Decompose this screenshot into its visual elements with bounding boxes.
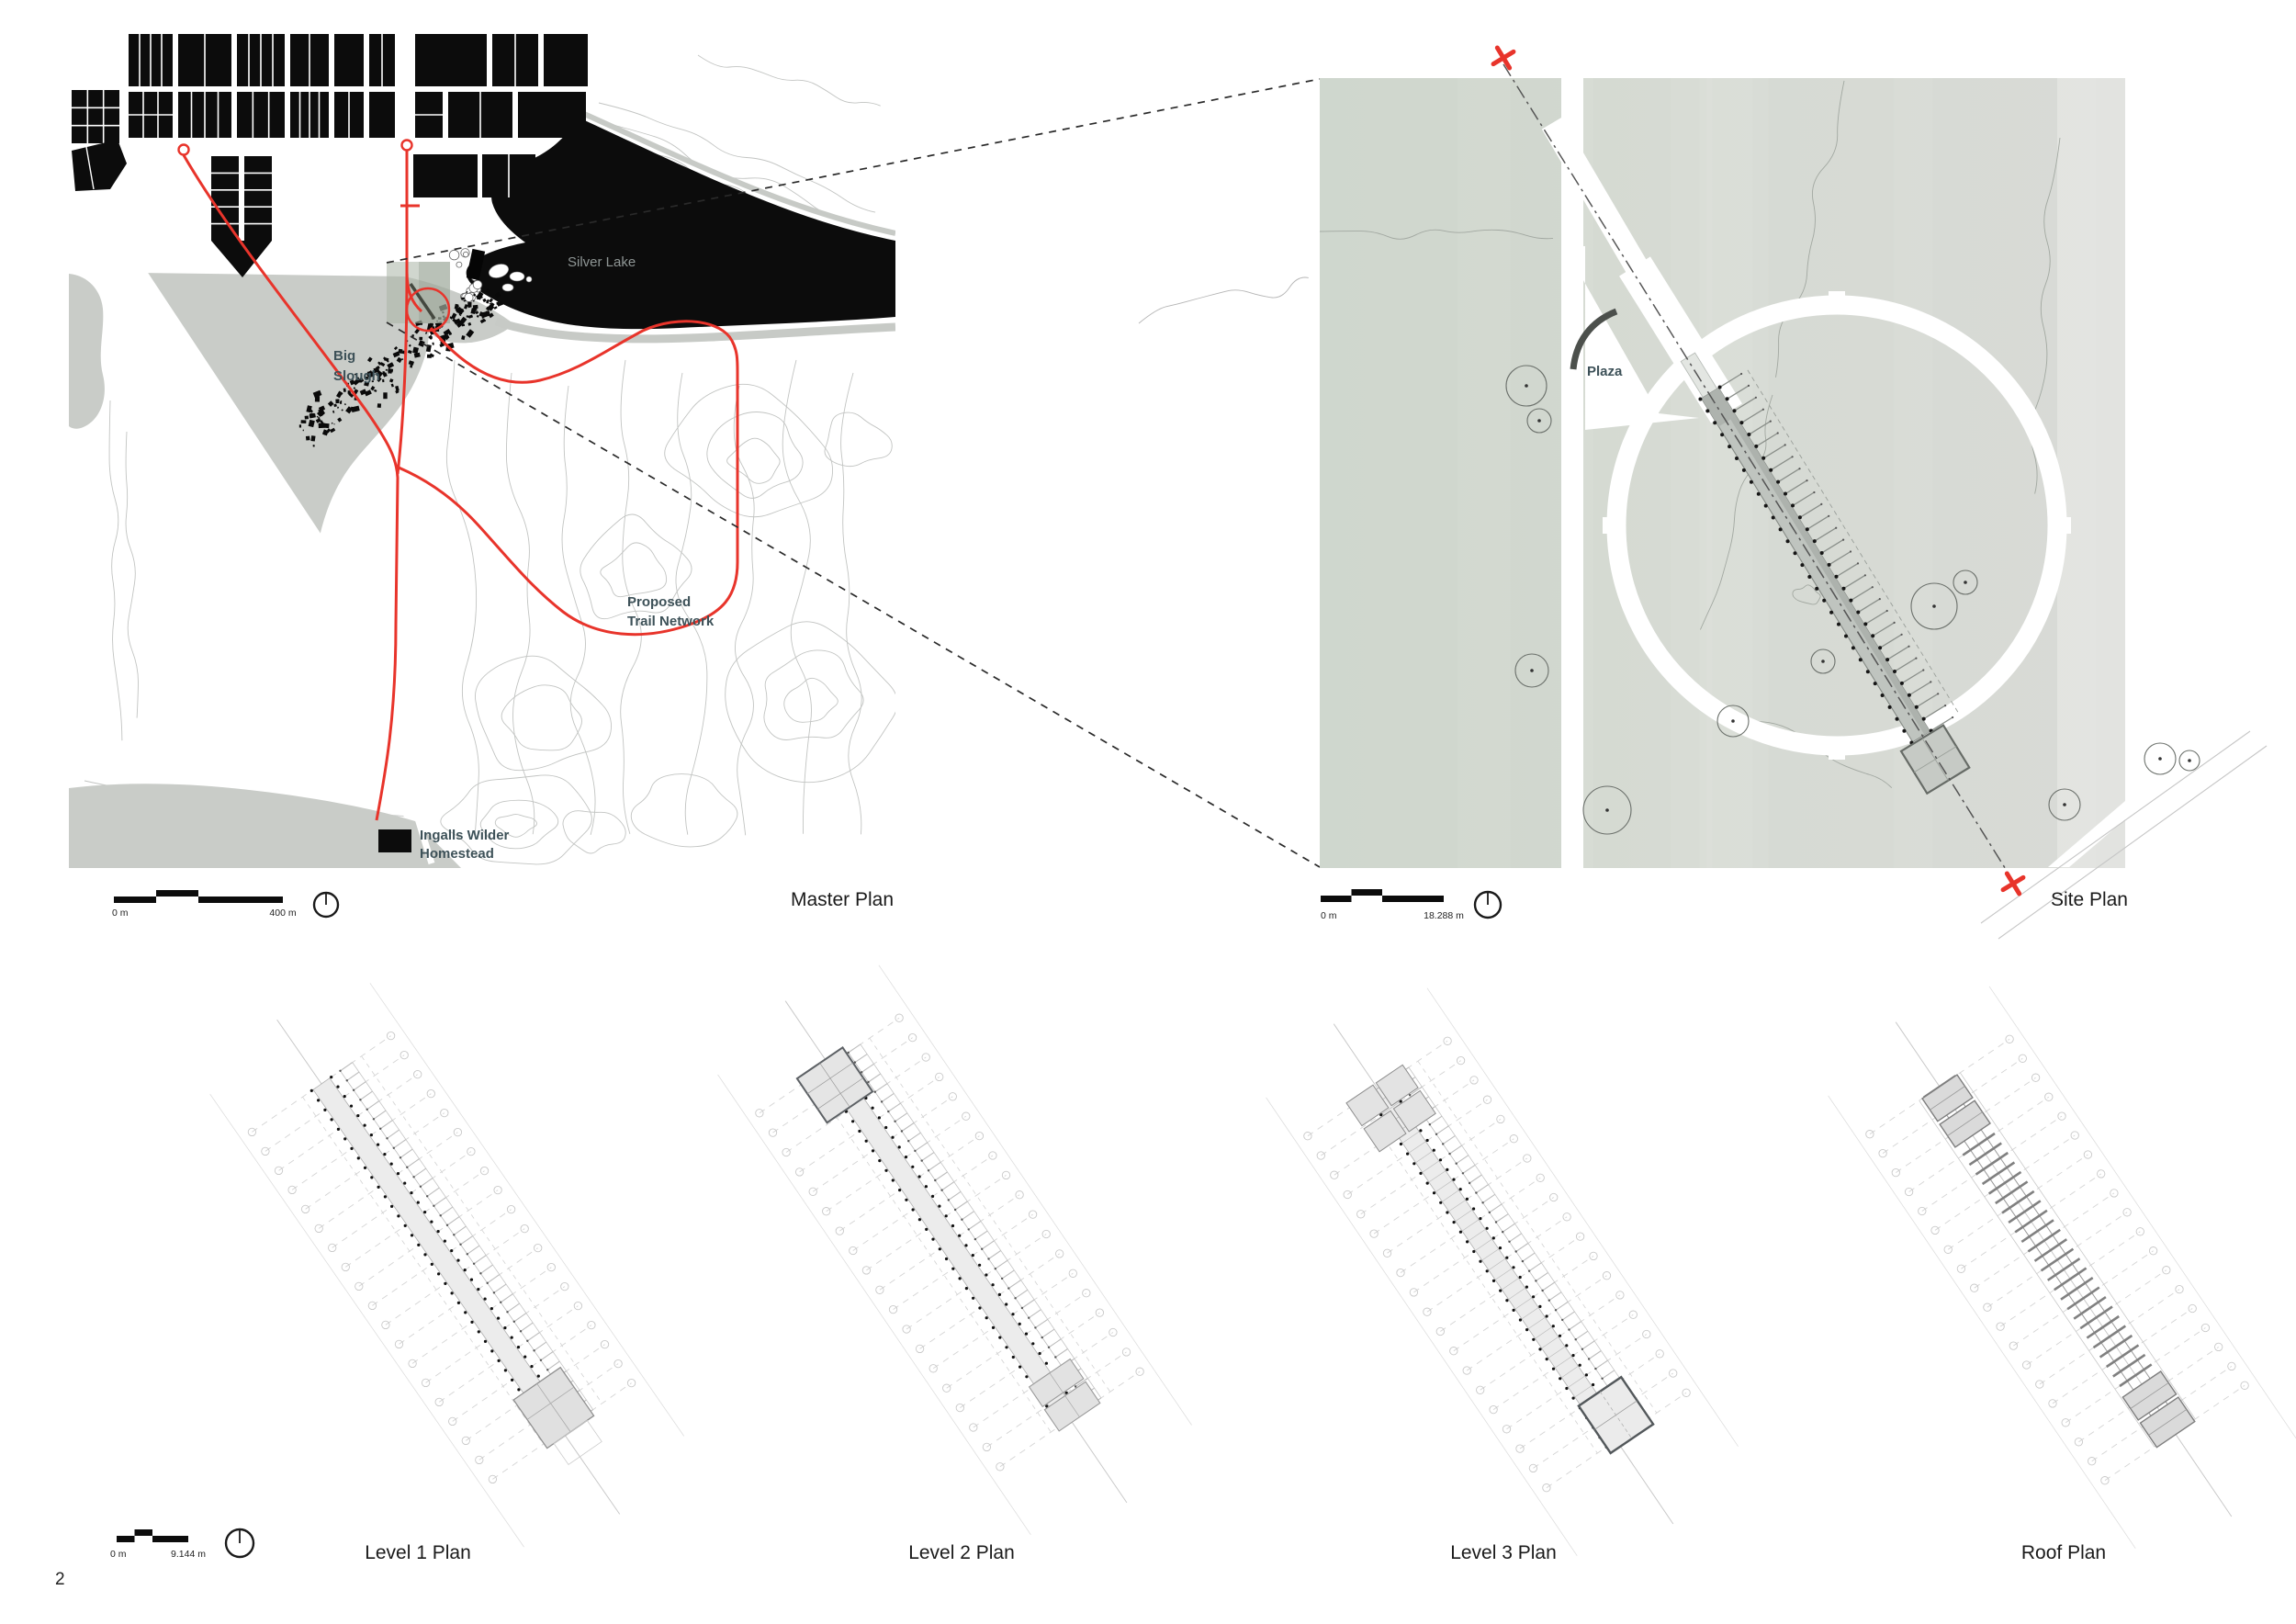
vertical-road: [1561, 78, 1583, 868]
trail-label-2: Trail Network: [627, 614, 715, 629]
north-arrow-icon: [226, 1529, 253, 1557]
level-2-plan-title: Level 2 Plan: [908, 1542, 1015, 1563]
level-2-plan-drawing: [718, 965, 1192, 1535]
site-plan-map: [1320, 46, 2267, 939]
scale-bar: [1321, 889, 1444, 902]
site-plan-title: Site Plan: [2050, 889, 2128, 910]
silver-lake-water: [467, 118, 895, 329]
homestead-label-1: Ingalls Wilder: [420, 828, 510, 843]
plaza-label: Plaza: [1587, 364, 1623, 379]
scale-start: 0 m: [1321, 910, 1337, 921]
contour-line: [1139, 277, 1309, 323]
level-3-plan-title: Level 3 Plan: [1450, 1542, 1557, 1563]
floor-plans-row: [110, 965, 2296, 1563]
scale-end: 400 m: [269, 908, 297, 919]
north-arrow-icon: [1475, 892, 1501, 918]
shore-area-south: [69, 784, 461, 868]
trailhead-marker: [402, 141, 412, 151]
scale-end: 18.288 m: [1424, 910, 1464, 921]
homestead-swatch: [378, 829, 411, 852]
homestead-label-2: Homestead: [420, 846, 494, 862]
city-blocks: [72, 34, 588, 277]
trail-label-1: Proposed: [627, 594, 692, 610]
scale-end: 9.144 m: [171, 1549, 206, 1560]
level-1-plan-drawing: [210, 983, 684, 1547]
scale-bar: [114, 890, 283, 903]
north-arrow-icon: [314, 893, 338, 917]
wetland-area: [140, 273, 429, 543]
trailhead-marker: [179, 145, 189, 155]
lake-label: Silver Lake: [568, 254, 636, 270]
master-plan-title: Master Plan: [790, 889, 894, 910]
roof-plan-title: Roof Plan: [2020, 1542, 2107, 1563]
roof-plan-drawing: [1829, 987, 2296, 1549]
level-3-plan-drawing: [1266, 988, 1739, 1556]
scale-bar: [117, 1529, 188, 1542]
section-cut-x-icon: [1491, 46, 1515, 70]
bay-area-west: [69, 274, 105, 429]
section-cut-x-icon: [2001, 872, 2025, 896]
slough-label-2: Slough: [333, 368, 380, 384]
zoom-cone-line-bottom: [387, 322, 1320, 867]
site-trees-outside: [2144, 743, 2200, 774]
page-number: 2: [55, 1570, 65, 1589]
scale-start: 0 m: [110, 1549, 127, 1560]
slough-label-1: Big: [333, 348, 356, 364]
diagonal-road-2: [321, 546, 366, 648]
scale-start: 0 m: [112, 908, 129, 919]
level-1-plan-title: Level 1 Plan: [365, 1542, 471, 1563]
master-plan-map: [69, 34, 897, 919]
